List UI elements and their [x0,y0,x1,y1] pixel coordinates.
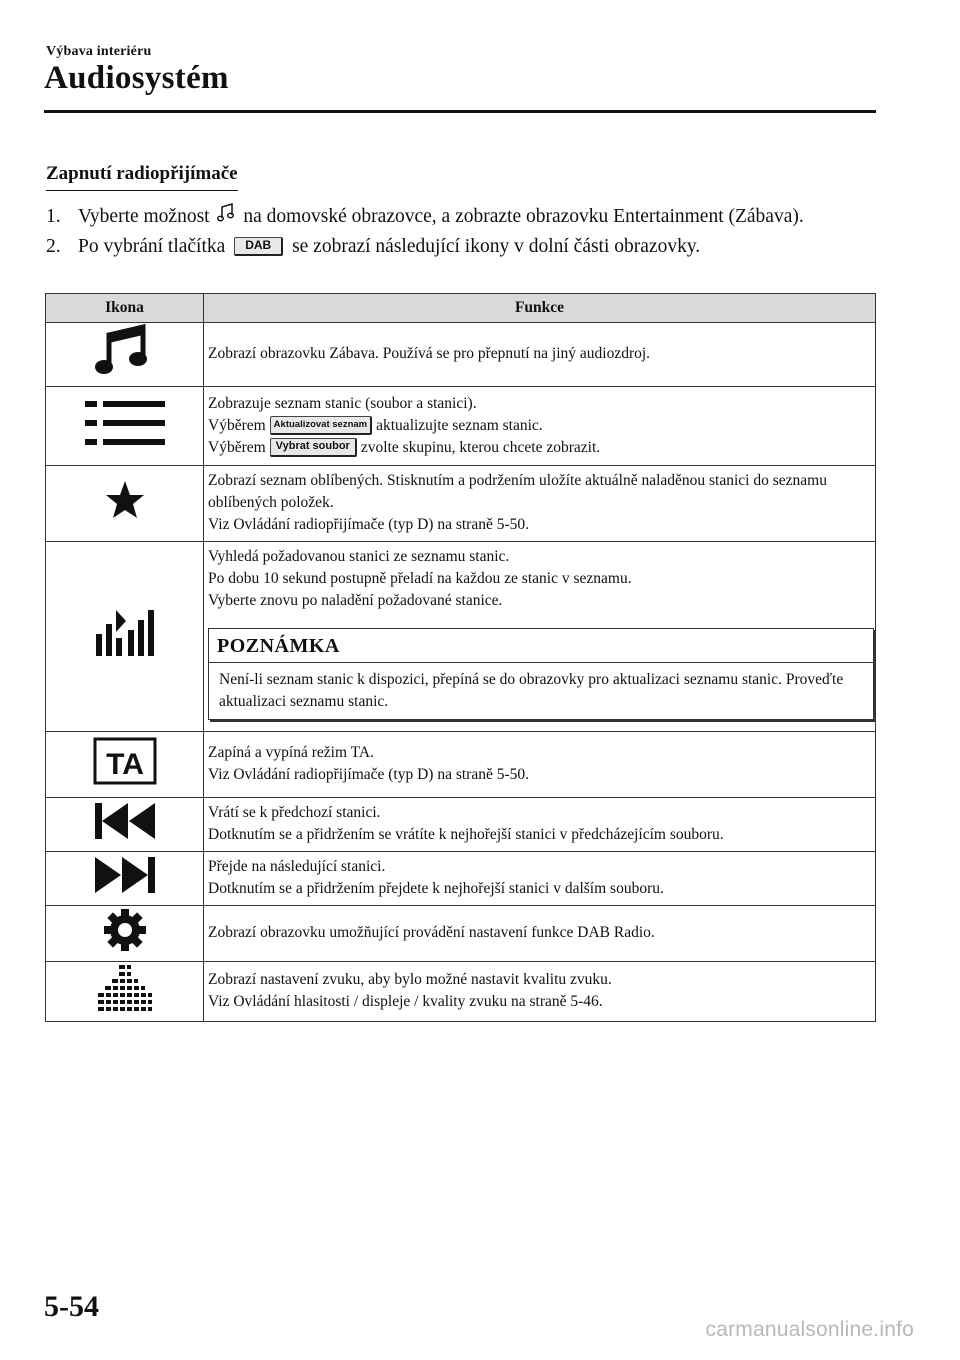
table-header-row [46,294,876,323]
steps-list [46,202,866,261]
row-text: Zobrazí nastavení zvuku, aby bylo možné nastavit kvalitu zvuku. [208,971,612,988]
step-text-before: Vyberte možnost [78,206,210,227]
dab-button: DAB [234,237,283,256]
ta-icon-label: TA [105,748,144,781]
select-file-button: Vybrat soubor [270,438,357,457]
row-text: Dotknutím se a přidržením přejdete k nejhořejší stanici v dalším souboru. [208,880,664,897]
column-header-icon: Ikona [46,294,204,323]
row-text-suffix: aktualizujte seznam stanic. [376,416,543,434]
note-box [208,628,874,720]
icon-cell [46,387,204,466]
row-text: Zobrazí obrazovku umožňující provádění nastavení funkce DAB Radio. [208,924,655,941]
note-text: Není-li seznam stanic k dispozici, přepíná se do obrazovky pro aktualizaci seznamu stanic. Proveďte aktualizaci seznamu stanic. [219,671,844,710]
note-title: POZNÁMKA [209,629,873,663]
text-cell [204,852,876,906]
table-row [46,732,876,798]
list-icon [85,436,165,453]
icon-cell [46,962,204,1022]
ta-icon [93,748,157,789]
icon-cell [46,542,204,732]
row-text: Zobrazí obrazovku Zábava. Používá se pro přepnutí na jiný audiozdroj. [208,345,651,362]
row-text-suffix: zvolte skupinu, kterou chcete zobrazit. [360,438,601,456]
text-cell [204,906,876,962]
table-row [46,906,876,962]
music-note-icon [95,366,155,383]
row-text: Vrátí se k předchozí stanici. [208,804,381,821]
row-text: Zobrazuje seznam stanic (soubor a stanici). [208,394,477,412]
table-row [46,387,876,466]
gear-icon [104,938,146,955]
step-2 [46,232,866,261]
step-text-after: na domovské obrazovce, a zobrazte obrazovku Entertainment (Zábava). [243,206,804,227]
row-text: Vyberte znovu po naladění požadované stanice. [208,592,503,609]
table-row [46,852,876,906]
text-cell [204,387,876,466]
skip-previous-icon [95,826,155,843]
equalizer-icon [97,998,153,1015]
title-divider [44,110,876,113]
icon-cell [46,466,204,542]
row-text: Přejde na následující stanici. [208,858,386,875]
row-text: Viz Ovládání radiopřijímače (typ D) na straně 5-50. [208,516,530,533]
table-row [46,962,876,1022]
breadcrumb: Výbava interiéru [46,44,152,59]
row-text: Zobrazí seznam oblíbených. Stisknutím a podržením uložíte aktuálně naladěnou stanici do seznamu oblíbených položek. [208,472,827,511]
row-text: Vyhledá požadovanou stanici ze seznamu stanic. [208,548,510,565]
text-cell [204,323,876,387]
scan-icon [96,643,154,660]
page-number: 5-54 [44,1290,99,1323]
row-text: Po dobu 10 sekund postupně přeladí na každou ze stanic v seznamu. [208,570,632,587]
step-text [78,232,866,261]
table-row [46,466,876,542]
step-text [78,202,866,232]
step-number: 1. [46,206,61,227]
row-text: Viz Ovládání hlasitosti / displeje / kvality zvuku na straně 5-46. [208,993,603,1010]
row-text: Dotknutím se a přidržením se vrátíte k nejhořejší stanici v předcházejícím souboru. [208,826,724,843]
text-cell [204,542,876,732]
text-cell [204,962,876,1022]
table-row [46,542,876,732]
update-list-button: Aktualizovat seznam [270,416,372,435]
step-text-after: se zobrazí následující ikony v dolní části obrazovky. [292,236,701,258]
text-cell [204,798,876,852]
icon-cell [46,323,204,387]
function-table [45,293,876,1022]
row-text: Viz Ovládání radiopřijímače (typ D) na straně 5-50. [208,766,530,783]
step-text-before: Po vybrání tlačítka [78,236,226,258]
row-text [208,437,869,459]
row-text-prefix: Výběrem [208,416,266,434]
icon-cell [46,732,204,798]
star-icon [105,507,145,524]
icon-cell [46,852,204,906]
section-heading: Zapnutí radiopřijímače [46,163,238,189]
icon-cell [46,906,204,962]
step-1 [46,202,866,232]
step-number: 2. [46,236,61,258]
text-cell [204,732,876,798]
row-text [208,415,869,437]
watermark: carmanualsonline.info [705,1318,914,1341]
text-cell [204,466,876,542]
page-title: Audiosystém [44,60,229,96]
column-header-function: Funkce [204,294,876,323]
table-row [46,798,876,852]
row-text: Zapíná a vypíná režim TA. [208,744,374,761]
icon-cell [46,798,204,852]
row-text-prefix: Výběrem [208,438,266,456]
skip-next-icon [95,880,155,897]
table-row [46,323,876,387]
music-note-icon [217,203,235,232]
